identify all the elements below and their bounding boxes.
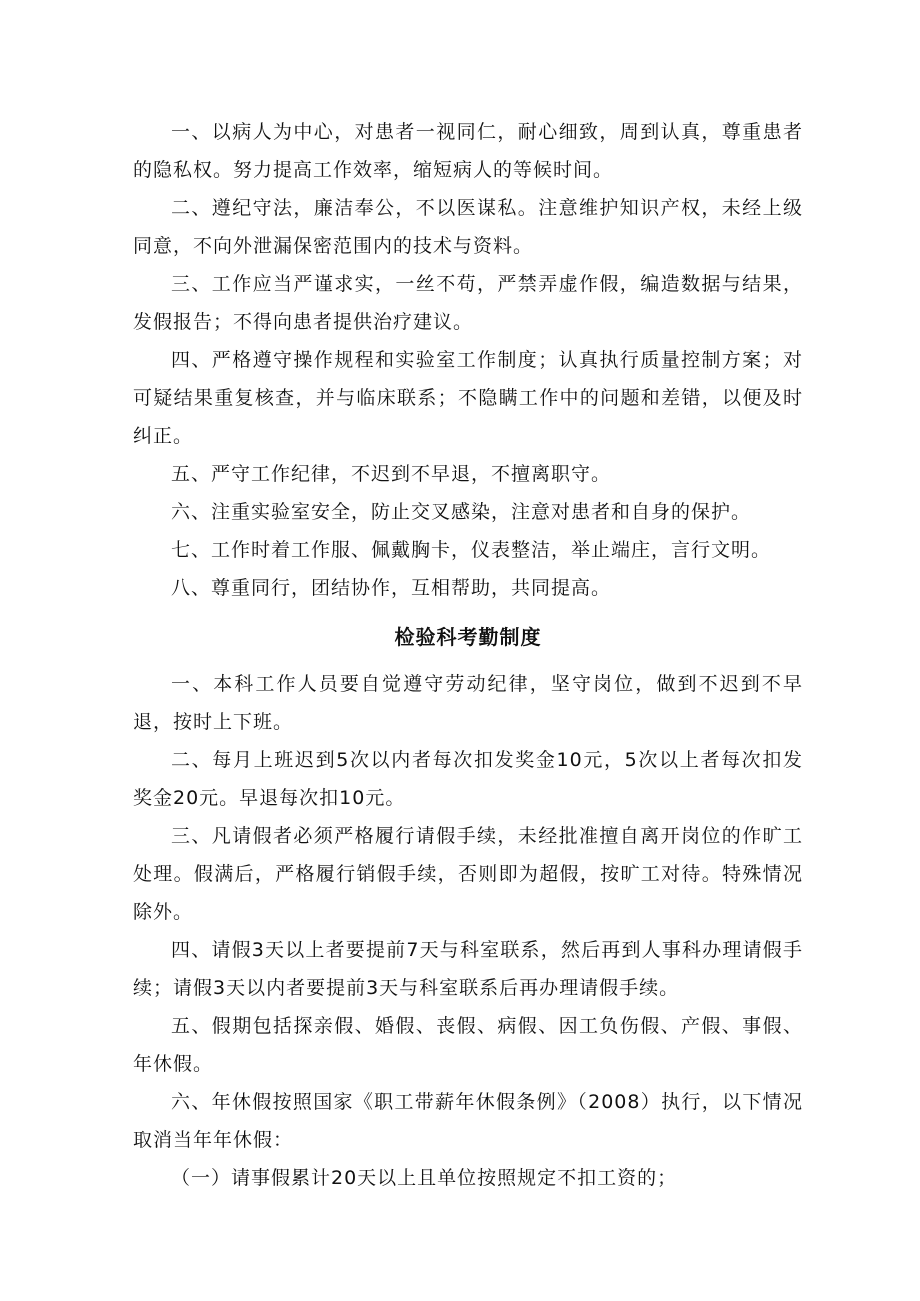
conduct-rules-section	[133, 113, 803, 607]
attendance-paragraph-2: 二、每月上班迟到5次以内者每次扣发奖金10元，5次以上者每次扣发奖金20元。早退每次扣10元。	[133, 749, 803, 809]
rule-paragraph-6: 六、注重实验室安全，防止交叉感染，注意对患者和自身的保护。	[171, 501, 752, 523]
attendance-paragraph-3: 三、凡请假者必须严格履行请假手续，未经批准擅自离开岗位的作旷工处理。假满后，严格履行销假手续，否则即为超假，按旷工对待。特殊情况除外。	[133, 825, 803, 923]
attendance-paragraph-5: 五、假期包括探亲假、婚假、丧假、病假、因工负伤假、产假、事假、年休假。	[133, 1015, 803, 1075]
attendance-paragraph-4: 四、请假3天以上者要提前7天与科室联系，然后再到人事科办理请假手续；请假3天以内者要提前3天与科室联系后再办理请假手续。	[133, 939, 803, 999]
rule-paragraph-4: 四、严格遵守操作规程和实验室工作制度；认真执行质量控制方案；对可疑结果重复核查，并与临床联系；不隐瞒工作中的问题和差错，以便及时纠正。	[133, 349, 803, 447]
rule-paragraph-8: 八、尊重同行，团结协作，互相帮助，共同提高。	[171, 577, 612, 599]
document-body	[133, 113, 803, 1197]
attendance-policy-section	[133, 617, 803, 1197]
rule-paragraph-3: 三、工作应当严谨求实，一丝不苟，严禁弄虚作假，编造数据与结果，发假报告；不得向患者提供治疗建议。	[133, 273, 803, 333]
rule-paragraph-7: 七、工作时着工作服、佩戴胸卡，仪表整洁，举止端庄，言行文明。	[171, 539, 772, 561]
rule-paragraph-2: 二、遵纪守法，廉洁奉公，不以医谋私。注意维护知识产权，未经上级同意，不向外泄漏保密范围内的技术与资料。	[133, 197, 803, 257]
attendance-paragraph-6: 六、年休假按照国家《职工带薪年休假条例》（2008）执行，以下情况取消当年年休假：	[133, 1091, 803, 1151]
rule-paragraph-5: 五、严守工作纪律，不迟到不早退，不擅离职守。	[171, 463, 612, 485]
attendance-paragraph-1: 一、本科工作人员要自觉遵守劳动纪律，坚守岗位，做到不迟到不早退，按时上下班。	[133, 673, 803, 733]
rule-paragraph-1: 一、以病人为中心，对患者一视同仁，耐心细致，周到认真，尊重患者的隐私权。努力提高工作效率，缩短病人的等候时间。	[133, 121, 803, 181]
section-title: 检验科考勤制度	[394, 625, 542, 649]
attendance-sub-item-1: （一）请事假累计20天以上且单位按照规定不扣工资的；	[171, 1167, 678, 1189]
